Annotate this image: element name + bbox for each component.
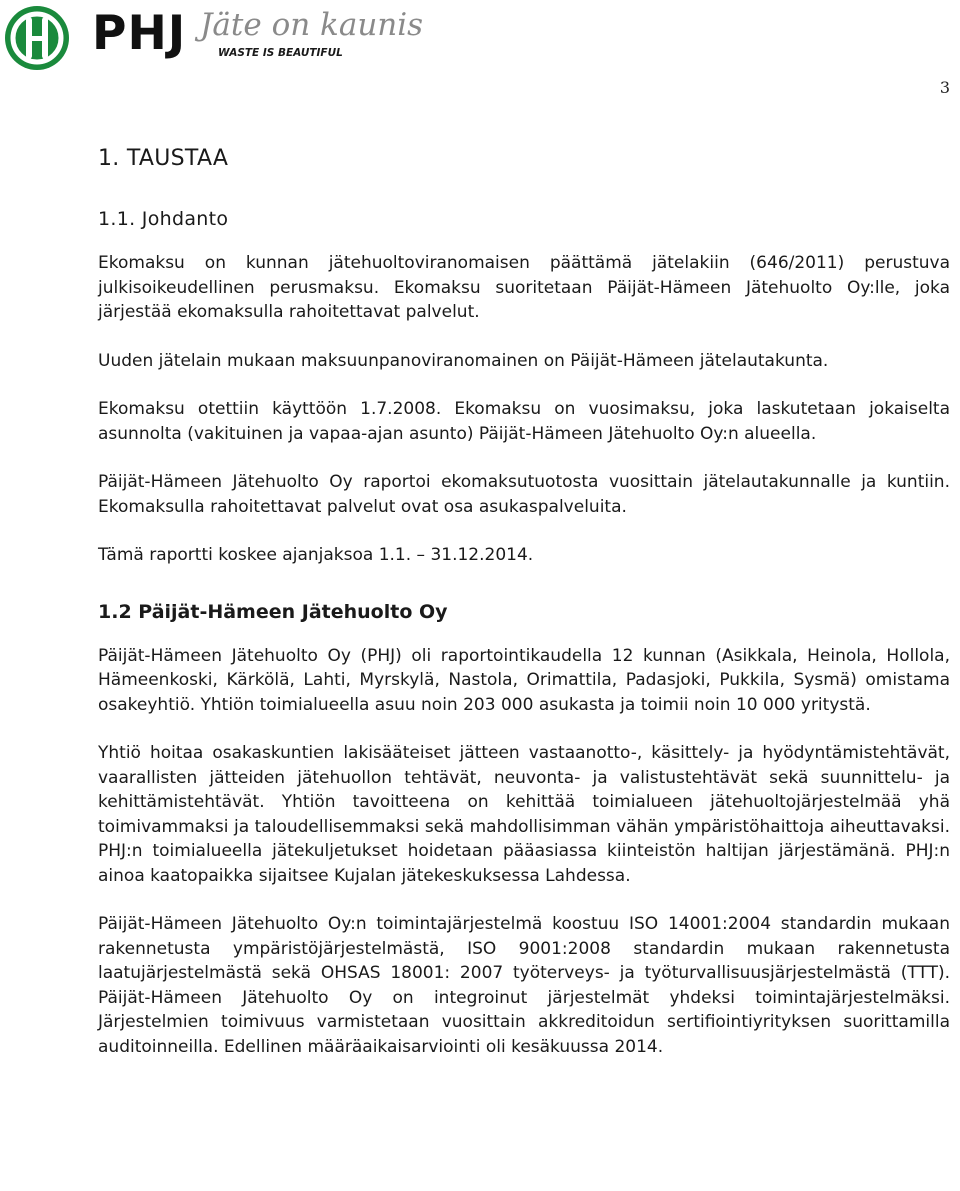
paragraph: Uuden jätelain mukaan maksuunpanoviranomainen on Päijät-Hämeen jätelautakunta. (98, 350, 829, 371)
paragraph: Päijät-Hämeen Jätehuolto Oy:n toimintajärjestelmä koostuu ISO 14001:2004 standardin mukaan rakennetusta ympäristöjärjestelmästä, ISO 9001:2008 standardin mukaan rakennetusta laatujärjestelmästä sekä OHSAS 18001: 2007 työterveys- ja työturvallisuusjärjestelmästä (TTT). Päijät-Hämeen Jätehuolto Oy on integroinut järjestelmät yhdeksi toimintajärjestelmäksi. Järjestelmien toimivuus varmistetaan vuosittain akkreditoidun sertifiointiyrityksen suorittamilla auditoinneilla. Edellinen määräaikaisarviointi oli kesäkuussa 2014. (98, 914, 950, 1057)
paragraph: Ekomaksu on kunnan jätehuoltoviranomaisen päättämä jätelakiin (646/2011) perustuva julkisoikeudellinen perusmaksu. Ekomaksu suoritetaan Päijät-Hämeen Jätehuolto Oy:lle, joka järjestää ekomaksulla rahoitettavat palvelut. (98, 253, 950, 322)
subsection-heading: 1.1. Johdanto (98, 208, 229, 230)
phj-logo-icon (2, 3, 72, 73)
paragraph: Ekomaksu otettiin käyttöön 1.7.2008. Ekomaksu on vuosimaksu, joka laskutetaan jokaiselta asunnolta (vakituinen ja vapaa-ajan asunto) Päijät-Hämeen Jätehuolto Oy:n alueella. (98, 399, 950, 444)
document-body (98, 140, 950, 1083)
subsection-heading: 1.2 Päijät-Hämeen Jätehuolto Oy (98, 600, 448, 623)
paragraph: Tämä raportti koskee ajanjaksoa 1.1. – 31.12.2014. (98, 545, 534, 565)
brand-name: PHJ (92, 6, 187, 61)
page-header (0, 0, 960, 80)
tagline-english: WASTE IS BEAUTIFUL (218, 47, 343, 59)
page-number: 3 (939, 78, 950, 97)
tagline: Jäte on kaunis (200, 7, 424, 43)
paragraph: Päijät-Hämeen Jätehuolto Oy raportoi ekomaksutuotosta vuosittain jätelautakunnalle ja kuntiin. Ekomaksulla rahoitettavat palvelut ovat osa asukaspalveluita. (98, 472, 950, 517)
paragraph: Yhtiö hoitaa osakaskuntien lakisääteiset jätteen vastaanotto-, käsittely- ja hyödyntämistehtävät, vaarallisten jätteiden jätehuollon tehtävät, neuvonta- ja valistustehtävät sekä suunnittelu- ja kehittämistehtävät. Yhtiön tavoitteena on kehittää toimialueen jätehuoltojärjestelmää yhä toimivammaksi ja taloudellisemmaksi sekä mahdollisimman vähän ympäristöhaittoja aiheuttavaksi. PHJ:n toimialueella jätekuljetukset hoidetaan pääasiassa kiinteistön haltijan järjestämänä. PHJ:n ainoa kaatopaikka sijaitsee Kujalan jätekeskuksessa Lahdessa. (98, 743, 950, 886)
section-heading: 1. TAUSTAA (98, 146, 229, 171)
paragraph: Päijät-Hämeen Jätehuolto Oy (PHJ) oli raportointikaudella 12 kunnan (Asikkala, Heinola, Hollola, Hämeenkoski, Kärkölä, Lahti, Myrskylä, Nastola, Orimattila, Padasjoki, Pukkila, Sysmä) omistama osakeyhtiö. Yhtiön toimialueella asuu noin 203 000 asukasta ja toimii noin 10 000 yritystä. (98, 645, 950, 715)
